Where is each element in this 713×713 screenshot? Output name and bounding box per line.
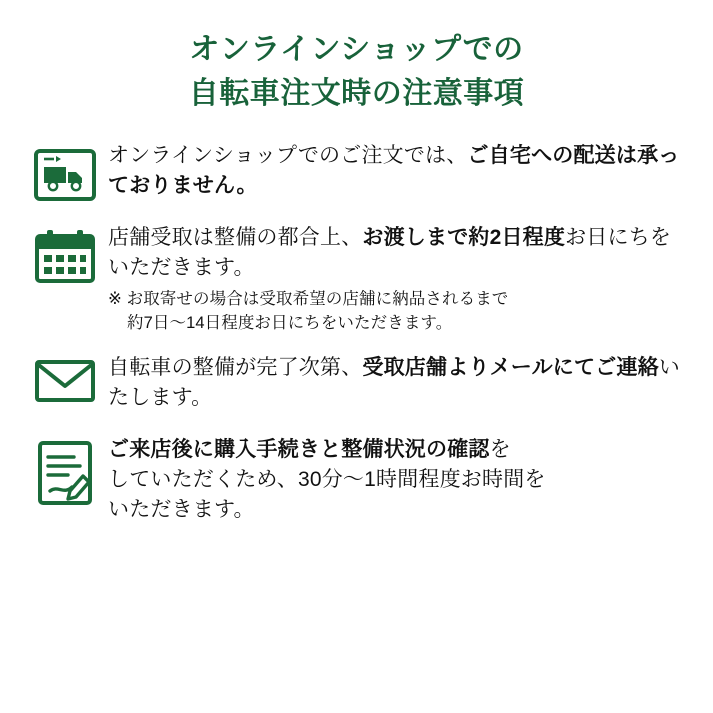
- delivery-text-bold-2: 配送は承っておりません。: [108, 144, 680, 197]
- visit-text-part-1: を: [489, 438, 511, 462]
- pickup-note-line-1: ※ お取寄せの場合は受取希望の店舗に納品されるまで: [108, 289, 509, 308]
- pickup-text-bold-1: お渡しまで約2日程: [362, 226, 544, 249]
- delivery-text-bold-1: ご自宅への: [467, 144, 574, 167]
- notice-item-store-visit-text: [108, 435, 691, 524]
- pickup-note-line-2: 約7日〜14日程度お日にちをいただきます。: [127, 313, 453, 332]
- notice-item-delivery-text: [108, 141, 691, 201]
- visit-text-bold-1: ご来店後に購入手続きと整備状況の確認: [108, 438, 490, 462]
- calendar-icon: [22, 223, 108, 287]
- mail-envelope-icon: [22, 353, 108, 405]
- mail-text-bold-2: にてご連絡: [552, 356, 659, 380]
- mail-text-part-1: 自転車の整備が完了次第、: [108, 356, 363, 380]
- visit-text-part-2: していただくため、30分〜1時間程度お時間を: [108, 467, 546, 491]
- visit-text-part-3-line: [108, 495, 685, 525]
- pickup-text-part-2: お日にちをいただきます。: [108, 226, 672, 279]
- pickup-text-part-1: 店舗受取は整備の都合上、: [108, 226, 363, 249]
- page-title: [22, 28, 691, 115]
- visit-text-part-3: いただきます。: [108, 497, 255, 521]
- notice-item-pickup-days: [22, 223, 691, 335]
- notice-item-mail-text: [108, 353, 691, 413]
- pickup-note: [108, 288, 685, 336]
- notice-item-mail: [22, 353, 691, 413]
- mail-text-bold-1: 受取店舗よりメール: [362, 356, 553, 380]
- notice-item-pickup-days-text: [108, 223, 691, 335]
- page-title-line-2: 自転車注文時の注意事項: [188, 76, 525, 110]
- page-title-line-1: オンラインショップでの: [189, 33, 524, 66]
- notice-item-store-visit: [22, 435, 691, 524]
- form-pen-icon: [22, 435, 108, 507]
- mail-text-part-2: いたします。: [108, 356, 680, 410]
- pickup-text-bold-2: 度: [543, 226, 566, 249]
- delivery-text-part-1: オンラインショップでのご注文では、: [108, 144, 468, 167]
- visit-text-part-2-line: [108, 465, 685, 495]
- notice-item-delivery: [22, 141, 691, 205]
- delivery-truck-icon: [22, 141, 108, 205]
